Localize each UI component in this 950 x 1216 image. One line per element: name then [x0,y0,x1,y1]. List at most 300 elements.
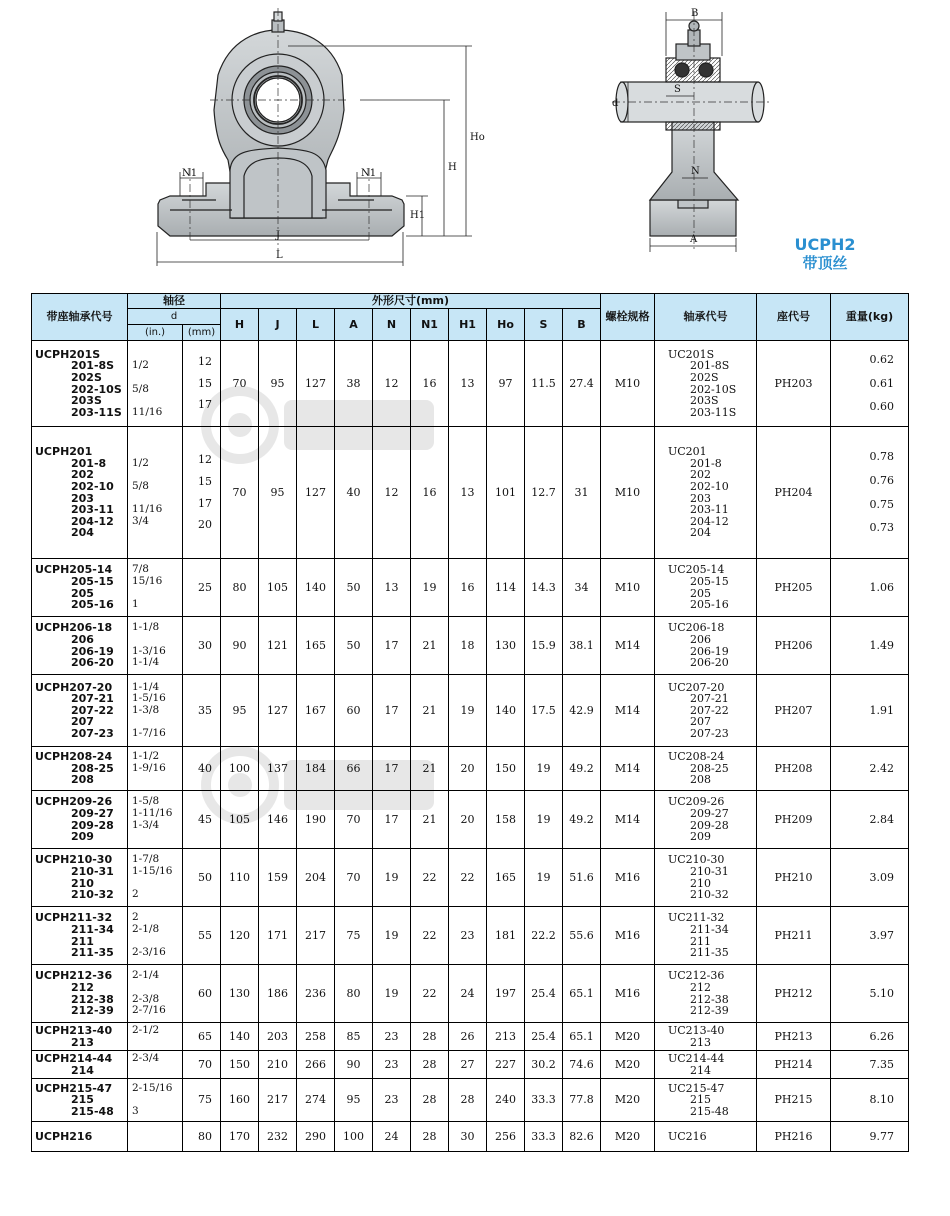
bearing-cell-line: UC216 [668,1129,707,1143]
unit-code-cell-line: 205-15 [71,574,114,588]
weight-value: 0.62 [869,353,894,367]
bearing-cell-line: UC214-44 [668,1051,725,1065]
mm-value: 35 [198,703,212,717]
unit-code-cell-line: 201-8S [71,359,115,373]
inch-cell-line [132,634,182,646]
inch-cell-line [132,1131,182,1143]
col-B: B [563,309,601,341]
cell-h1: 24 [449,965,487,1023]
cell-h: 110 [221,849,259,907]
bearing-cell-line: 207-22 [690,703,729,717]
inch-cell [128,791,183,849]
cell-a: 50 [335,617,373,675]
inch-cell-line: 1-5/8 [132,795,160,808]
inch-cell-line: 1-3/8 [132,703,160,716]
cell-a: 100 [335,1122,373,1152]
bearing-cell-line: 207 [690,715,711,729]
unit-code-cell [32,427,128,559]
bearing-cell-line: 211-34 [690,922,729,936]
inch-cell-line [132,982,182,994]
housing-cell: PH204 [757,427,831,559]
mm-value: 12 [198,355,212,369]
bearing-cell-line: UC215-47 [668,1081,725,1095]
cell-n1: 21 [411,675,449,747]
unit-code-cell-line: 205 [71,586,94,600]
cell-n1: 28 [411,1079,449,1122]
svg-text:B: B [691,8,699,19]
cell-l: 266 [297,1051,335,1079]
cell-h1: 18 [449,617,487,675]
mm-value: 55 [198,928,212,942]
col-H: H [221,309,259,341]
bearing-cell [655,559,757,617]
bearing-cell [655,965,757,1023]
bearing-cell-line: 202-10S [690,382,737,396]
cell-a: 70 [335,849,373,907]
mm-value: 70 [198,1057,212,1071]
housing-cell: PH210 [757,849,831,907]
mm-value: 25 [198,580,212,594]
cell-h: 90 [221,617,259,675]
cell-s: 19 [525,849,563,907]
cell-h1: 20 [449,747,487,791]
cell-j: 95 [259,427,297,559]
inch-cell-line: 1-1/8 [132,621,160,634]
mm-value: 80 [198,1129,212,1143]
weight-value: 0.76 [869,473,894,487]
cell-j: 232 [259,1122,297,1152]
unit-code-cell [32,747,128,791]
mm-cell [183,1023,221,1051]
unit-code-cell-line: UCPH206-18 [35,621,113,635]
inch-cell-line: 1/2 [132,456,149,469]
cell-n: 23 [373,1051,411,1079]
unit-code-cell [32,559,128,617]
inch-cell-line: 1-1/4 [132,680,160,693]
bearing-cell-line: 212-39 [690,1004,729,1018]
bearing-cell [655,341,757,427]
cell-l: 127 [297,427,335,559]
col-weight: 重量(kg) [831,294,909,341]
cell-h1: 19 [449,675,487,747]
cell-h0: 158 [487,791,525,849]
table-row [32,791,909,849]
cell-b: 65.1 [563,1023,601,1051]
cell-s: 33.3 [525,1122,563,1152]
bearing-cell-line: UC201S [668,347,715,361]
cell-n1: 28 [411,1122,449,1152]
inch-cell-line [132,1094,182,1106]
unit-code-cell-line: 201-8 [71,456,107,470]
unit-code-cell-line: UCPH207-20 [35,680,113,694]
bearing-cell-line: UC208-24 [668,750,725,764]
bearing-cell-line: UC206-18 [668,621,725,635]
unit-code-cell [32,791,128,849]
cell-bolt: M20 [601,1023,655,1051]
inch-cell [128,1051,183,1079]
mm-value: 60 [198,986,212,1000]
col-H1: H1 [449,309,487,341]
weight-cell [831,1051,909,1079]
weight-cell [831,675,909,747]
cell-a: 70 [335,791,373,849]
col-N: N [373,309,411,341]
inch-cell [128,559,183,617]
svg-text:d: d [612,98,619,109]
unit-code-cell-line: 202S [71,370,102,384]
unit-code-cell-line: 208-25 [71,761,114,775]
weight-value: 1.49 [869,638,894,652]
unit-code-cell-line: UCPH201 [35,445,93,459]
cell-bolt: M10 [601,341,655,427]
mm-value: 17 [198,398,212,412]
unit-code-cell-line: 203 [71,491,94,505]
cell-h0: 256 [487,1122,525,1152]
unit-code-cell [32,617,128,675]
bearing-cell-line: 203-11S [690,405,737,419]
cell-n1: 19 [411,559,449,617]
mm-cell [183,747,221,791]
bearing-cell-line: UC213-40 [668,1023,725,1037]
inch-cell-line [132,774,182,786]
bearing-cell-line: 212 [690,980,711,994]
cell-a: 50 [335,559,373,617]
svg-text:N: N [691,166,700,177]
table-row [32,907,909,965]
unit-code-cell [32,1051,128,1079]
cell-n: 17 [373,617,411,675]
unit-code-cell-line: 212-38 [71,992,114,1006]
cell-b: 77.8 [563,1079,601,1122]
col-inch: (in.) [128,325,183,341]
housing-cell: PH208 [757,747,831,791]
inch-cell-line [132,831,182,843]
inch-cell [128,849,183,907]
cell-b: 51.6 [563,849,601,907]
cell-h: 120 [221,907,259,965]
cell-b: 27.4 [563,341,601,427]
bearing-cell-line: 212-38 [690,992,729,1006]
unit-code-cell-line: 213 [71,1035,94,1049]
side-view [616,21,764,236]
cell-bolt: M14 [601,791,655,849]
weight-value: 1.06 [869,580,894,594]
bearing-cell-line: 201-8S [690,359,730,373]
col-bearing: 轴承代号 [655,294,757,341]
inch-cell-line: 1-15/16 [132,864,173,877]
bearing-cell-line: UC210-30 [668,853,725,867]
weight-value: 0.73 [869,521,894,535]
cell-b: 34 [563,559,601,617]
cell-h: 105 [221,791,259,849]
bearing-cell-line: UC207-20 [668,680,725,694]
inch-cell [128,1122,183,1152]
unit-code-cell-line: 215-48 [71,1104,114,1118]
bearing-cell-line: UC212-36 [668,969,725,983]
svg-text:N1: N1 [182,168,198,179]
bearing-cell [655,617,757,675]
inch-cell-line: 1-5/16 [132,692,166,705]
inch-cell [128,427,183,559]
bearing-cell-line: 210 [690,876,711,890]
unit-code-cell-line: UCPH208-24 [35,750,113,764]
cell-l: 140 [297,559,335,617]
unit-code-cell-line: 207 [71,715,94,729]
mm-value: 30 [198,638,212,652]
cell-b: 38.1 [563,617,601,675]
bearing-cell-line: 208 [690,773,711,787]
inch-cell-line [132,372,182,384]
inch-cell-line: 1-11/16 [132,806,173,819]
svg-text:H: H [448,162,457,173]
inch-cell-line: 3/4 [132,514,149,527]
inch-cell-line: 2-3/4 [132,1051,160,1064]
unit-code-cell-line: 209 [71,830,94,844]
inch-cell-line: 2-7/16 [132,1004,166,1017]
unit-code-cell [32,1023,128,1051]
cell-s: 25.4 [525,965,563,1023]
mm-cell [183,849,221,907]
cell-h0: 101 [487,427,525,559]
cell-n1: 21 [411,747,449,791]
cell-h0: 150 [487,747,525,791]
svg-text:Ho: Ho [470,132,485,143]
cell-s: 12.7 [525,427,563,559]
svg-text:S: S [674,84,681,95]
cell-n1: 28 [411,1023,449,1051]
mm-cell [183,791,221,849]
cell-b: 82.6 [563,1122,601,1152]
cell-n1: 16 [411,427,449,559]
table-row [32,747,909,791]
cell-j: 127 [259,675,297,747]
cell-bolt: M10 [601,559,655,617]
weight-cell [831,791,909,849]
bearing-cell [655,1051,757,1079]
unit-code-cell-line: 215 [71,1093,94,1107]
housing-cell: PH205 [757,559,831,617]
cell-n1: 21 [411,617,449,675]
mm-value: 45 [198,812,212,826]
unit-code-cell-line: 211-34 [71,922,114,936]
cell-a: 90 [335,1051,373,1079]
inch-cell-line: 2-1/2 [132,1023,160,1036]
unit-code-cell-line: 207-21 [71,692,114,706]
cell-n1: 21 [411,791,449,849]
bearing-cell-line: 208-25 [690,761,729,775]
cell-b: 49.2 [563,747,601,791]
inch-cell-line: 2-15/16 [132,1081,173,1094]
cell-n1: 22 [411,965,449,1023]
inch-cell-line: 1-1/2 [132,750,160,763]
cell-a: 80 [335,965,373,1023]
inch-cell [128,907,183,965]
weight-cell [831,1122,909,1152]
unit-code-cell-line: 203-11S [71,405,122,419]
col-shaft: 轴径 [128,294,221,309]
unit-code-cell [32,965,128,1023]
mm-cell [183,675,221,747]
bearing-cell-line: 206-19 [690,644,729,658]
unit-code-cell [32,849,128,907]
inch-cell-line [132,527,182,539]
cell-b: 31 [563,427,601,559]
cell-n1: 28 [411,1051,449,1079]
cell-n: 12 [373,341,411,427]
col-unit-code: 带座轴承代号 [32,294,128,341]
cell-h: 160 [221,1079,259,1122]
bearing-cell-line: 209-27 [690,806,729,820]
cell-h: 80 [221,559,259,617]
mm-cell [183,1079,221,1122]
table-row [32,849,909,907]
unit-code-cell-line: 211 [71,934,94,948]
cell-s: 19 [525,791,563,849]
weight-cell [831,1023,909,1051]
cell-bolt: M16 [601,849,655,907]
cell-n: 13 [373,559,411,617]
unit-code-cell-line: 207-22 [71,703,114,717]
bearing-cell [655,675,757,747]
cell-a: 95 [335,1079,373,1122]
unit-code-cell-line: 206-19 [71,644,114,658]
bearing-cell-line: 205-15 [690,574,729,588]
bearing-cell-line: 204 [690,526,711,540]
cell-h: 140 [221,1023,259,1051]
svg-text:L: L [276,250,283,261]
cell-j: 186 [259,965,297,1023]
unit-code-cell [32,675,128,747]
weight-value: 1.91 [869,703,894,717]
bearing-cell-line: 209 [690,830,711,844]
bearing-cell-line: 206-20 [690,656,729,670]
housing-cell: PH207 [757,675,831,747]
inch-cell-line: 2-3/8 [132,992,160,1005]
inch-cell-line: 2-1/8 [132,922,160,935]
inch-cell-line: 1-7/16 [132,726,166,739]
cell-j: 95 [259,341,297,427]
bearing-cell-line: 207-21 [690,692,729,706]
unit-code-cell-line: UCPH210-30 [35,853,113,867]
cell-s: 11.5 [525,341,563,427]
table-row [32,1122,909,1152]
col-A: A [335,309,373,341]
bearing-cell-line: 211 [690,934,711,948]
mm-cell [183,1122,221,1152]
weight-value: 2.42 [869,761,894,775]
mm-value: 15 [198,376,212,390]
inch-cell-line: 1 [132,598,139,611]
svg-text:H1: H1 [410,210,426,221]
spec-table [31,293,909,1152]
cell-j: 203 [259,1023,297,1051]
bearing-cell [655,1023,757,1051]
cell-l: 217 [297,907,335,965]
bearing-cell-line: 202 [690,468,711,482]
bearing-cell-line: 206 [690,632,711,646]
cell-n1: 22 [411,907,449,965]
cell-s: 17.5 [525,675,563,747]
inch-cell-line: 2-3/16 [132,946,166,959]
bearing-cell-line: 202-10 [690,479,729,493]
col-S: S [525,309,563,341]
unit-code-cell-line: 204 [71,526,94,540]
inch-cell-line: 1-1/4 [132,656,160,669]
mm-value: 20 [198,518,212,532]
cell-h0: 130 [487,617,525,675]
weight-value: 0.60 [869,400,894,414]
cell-b: 74.6 [563,1051,601,1079]
cell-a: 66 [335,747,373,791]
cell-h0: 114 [487,559,525,617]
cell-s: 14.3 [525,559,563,617]
bearing-cell-line: UC211-32 [668,911,725,925]
bearing-cell-line: 203 [690,491,711,505]
mm-cell [183,617,221,675]
housing-cell: PH216 [757,1122,831,1152]
weight-value: 3.09 [869,870,894,884]
unit-code-cell [32,1122,128,1152]
inch-cell [128,1023,183,1051]
cell-j: 171 [259,907,297,965]
unit-code-cell-line: 207-23 [71,726,114,740]
mm-cell [183,341,221,427]
inch-cell-line [132,395,182,407]
cell-h1: 22 [449,849,487,907]
cell-h0: 197 [487,965,525,1023]
inch-cell-line: 2 [132,911,139,924]
cell-h1: 30 [449,1122,487,1152]
cell-n: 17 [373,747,411,791]
unit-code-cell-line: 210-31 [71,864,114,878]
cell-h0: 240 [487,1079,525,1122]
cell-l: 258 [297,1023,335,1051]
inch-cell-line [132,1037,182,1049]
cell-j: 121 [259,617,297,675]
housing-cell: PH213 [757,1023,831,1051]
series-code: UCPH2 [794,235,856,254]
cell-b: 42.9 [563,675,601,747]
table-row [32,1051,909,1079]
cell-h: 170 [221,1122,259,1152]
cell-l: 127 [297,341,335,427]
inch-cell-line: 11/16 [132,405,163,418]
cell-l: 236 [297,965,335,1023]
col-shaft-d: d [128,309,221,325]
cell-j: 146 [259,791,297,849]
bearing-cell-line: UC205-14 [668,563,725,577]
cell-s: 15.9 [525,617,563,675]
unit-code-cell-line: 210 [71,876,94,890]
cell-bolt: M14 [601,747,655,791]
cell-a: 60 [335,675,373,747]
col-N1: N1 [411,309,449,341]
unit-code-cell-line: UCPH205-14 [35,563,113,577]
cell-h: 100 [221,747,259,791]
weight-cell [831,907,909,965]
bearing-cell-line: 205 [690,586,711,600]
cell-n: 19 [373,849,411,907]
unit-code-cell-line: 202-10S [71,382,122,396]
mm-value: 15 [198,474,212,488]
inch-cell-line [132,446,182,458]
cell-s: 22.2 [525,907,563,965]
bearing-cell-line: 207-23 [690,726,729,740]
cell-bolt: M20 [601,1122,655,1152]
col-mm: (mm) [183,325,221,341]
cell-s: 33.3 [525,1079,563,1122]
inch-cell [128,1079,183,1122]
